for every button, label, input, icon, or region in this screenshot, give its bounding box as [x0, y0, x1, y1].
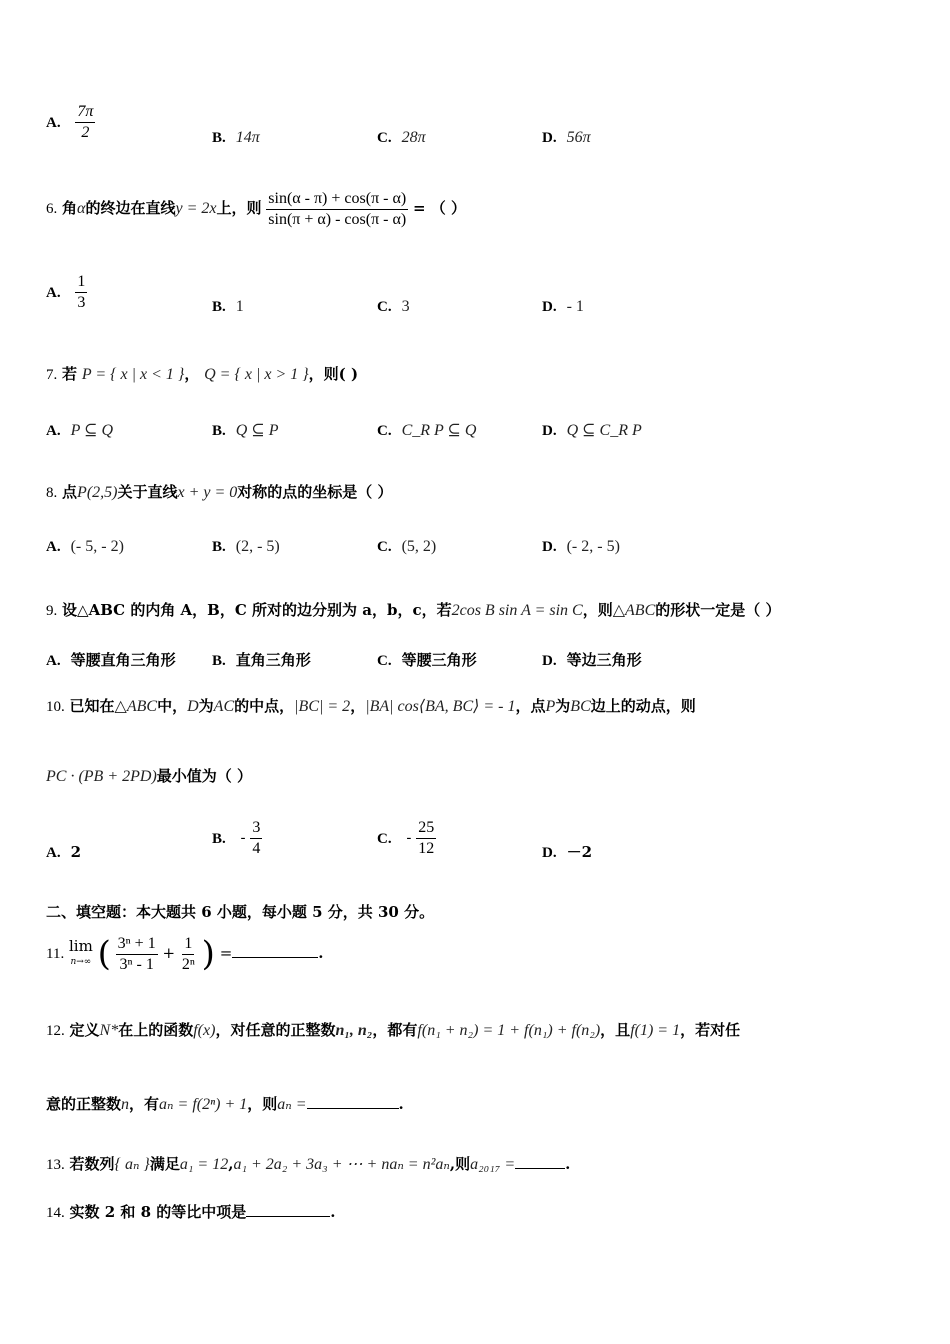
option-label: D. [542, 845, 557, 861]
question-10: 10. 已知在△ABC中，D为AC的中点，|BC| = 2，|BA| cos⟨BA, BC⟩ = - 1，点P为BC边上的动点，则 [46, 697, 696, 715]
question-12-cont: 意的正整数n，有aₙ = f(2ⁿ) + 1，则aₙ = . [46, 1095, 404, 1113]
q8-option-b: B. (2, - 5) [212, 538, 280, 555]
question-number: 13. [46, 1157, 65, 1173]
fraction: $\frac{\text{3ⁿ + 1}}{\text{3ⁿ - 1}}$ [117, 934, 156, 973]
answer-blank[interactable] [515, 1154, 565, 1169]
option-label: C. [377, 299, 392, 315]
q9-option-b: B. 直角三角形 [212, 651, 311, 669]
fraction: $\frac{7\pi}{2}$ [77, 103, 94, 141]
option-label: C. [377, 830, 392, 847]
q6-option-a [46, 272, 87, 313]
option-label: B. [212, 130, 226, 146]
q5-option-b: B. 14π [212, 129, 260, 146]
option-label: C. [377, 653, 392, 669]
q8-option-d: D. (- 2, - 5) [542, 538, 620, 555]
fraction: $\frac{1}{3}$ [77, 273, 86, 311]
question-number: 6. [46, 201, 58, 217]
q10-option-a: A. 2 [46, 843, 82, 861]
question-number: 8. [46, 485, 58, 501]
limit: lim n→∞ [68, 937, 93, 967]
option-label: B. [212, 830, 226, 847]
option-label: B. [212, 653, 226, 669]
answer-blank[interactable] [246, 1202, 330, 1217]
option-label: A. [46, 423, 61, 439]
question-12: 12. 定义N*在上的函数f(x)，对任意的正整数n₁, n₂，都有f(n₁ + n₂) = 1 + f(n₁) + f(n₂)，且f(1) = 1，若对任 [46, 1021, 741, 1039]
option-label: A. [46, 114, 61, 131]
option-label: B. [212, 299, 226, 315]
option-label: D. [542, 130, 557, 146]
option-label: D. [542, 653, 557, 669]
option-label: B. [212, 539, 226, 555]
option-label: A. [46, 653, 61, 669]
fraction: $\frac{25}{12}$ [418, 819, 435, 857]
q9-option-a: A. 等腰直角三角形 [46, 651, 176, 669]
question-14: 14. 实数 2 和 8 的等比中项是 . [46, 1203, 336, 1221]
q9-option-d: D. 等边三角形 [542, 651, 642, 669]
question-number: 14. [46, 1205, 65, 1221]
q8-option-c: C. (5, 2) [377, 538, 437, 555]
q10-option-d: D. －2 [542, 843, 593, 861]
q9-option-c: C. 等腰三角形 [377, 651, 477, 669]
option-label: C. [377, 423, 392, 439]
option-label: B. [212, 423, 226, 439]
question-8: 8. 点P(2,5)关于直线x + y = 0对称的点的坐标是（ ） [46, 483, 393, 501]
section-heading: 二、填空题：本大题共 6 小题，每小题 5 分，共 30 分。 [46, 903, 435, 921]
option-label: D. [542, 299, 557, 315]
question-number: 12. [46, 1023, 65, 1039]
question-6: 6. 角α的终边在直线y = 2x上，则 $\frac{\sin(\alpha - \pi) + \cos(\pi - \alpha)}{\sin(\pi + \alpha) - \cos(\pi - \alpha)}$ = （ ） [46, 189, 466, 228]
answer-blank[interactable] [232, 943, 318, 958]
question-number: 7. [46, 367, 58, 383]
option-label: D. [542, 423, 557, 439]
q5-option-d: D. 56π [542, 129, 591, 146]
question-7: 7. 若 P = { x | x < 1 }， Q = { x | x > 1 }，则( ) [46, 365, 359, 383]
fraction: $\frac{3}{4}$ [252, 819, 261, 857]
q7-option-d: D. Q ⊆ C_R P [542, 422, 642, 439]
option-label: C. [377, 539, 392, 555]
q6-option-d: D. - 1 [542, 298, 584, 315]
q10-option-c: C. - $\frac{25}{12}$ [377, 819, 435, 857]
option-label: A. [46, 845, 61, 861]
fraction: $\frac{1}{\text{2ⁿ}}$ [181, 934, 195, 973]
question-13: 13. 若数列{ aₙ }满足a₁ = 12,a₁ + 2a₂ + 3a₃ + ⋯ + naₙ = n²aₙ,则a₂₀₁₇ = . [46, 1155, 571, 1173]
q6-option-b: B. 1 [212, 298, 244, 315]
option-label: D. [542, 539, 557, 555]
answer-blank[interactable] [307, 1094, 399, 1109]
question-9: 9. 设△ABC 的内角 A，B，C 所对的边分别为 a，b，c，若2cos B sin A = sin C，则△ABC的形状一定是（ ） [46, 601, 781, 619]
q7-option-a: A. P ⊆ Q [46, 422, 114, 439]
option-label: A. [46, 284, 61, 301]
question-number: 9. [46, 603, 58, 619]
option-label: C. [377, 130, 392, 146]
q7-option-c: C. C_R P ⊆ Q [377, 422, 477, 439]
question-number: 11. [46, 946, 65, 962]
q7-option-b: B. Q ⊆ P [212, 422, 279, 439]
question-11: 11. lim n→∞ ( $\frac{\text{3ⁿ + 1}}{\text{3ⁿ - 1}}$ + $\frac{1}{\text{2ⁿ}}$ ) = . [46, 934, 324, 974]
q8-option-a: A. (- 5, - 2) [46, 538, 124, 555]
q6-option-c: C. 3 [377, 298, 410, 315]
option-label: A. [46, 539, 61, 555]
q6-fraction: $\frac{\sin(\alpha - \pi) + \cos(\pi - \alpha)}{\sin(\pi + \alpha) - \cos(\pi - \alpha)}$ [268, 189, 407, 228]
q5-option-a [46, 102, 95, 143]
left-paren: ( [97, 934, 111, 974]
q10-option-b: B. - $\frac{3}{4}$ [212, 819, 261, 857]
q5-option-c: C. 28π [377, 129, 426, 146]
question-10-cont: PC · (PB + 2PD)最小值为（ ） [46, 767, 253, 785]
right-paren: ) [201, 934, 215, 974]
question-number: 10. [46, 699, 65, 715]
